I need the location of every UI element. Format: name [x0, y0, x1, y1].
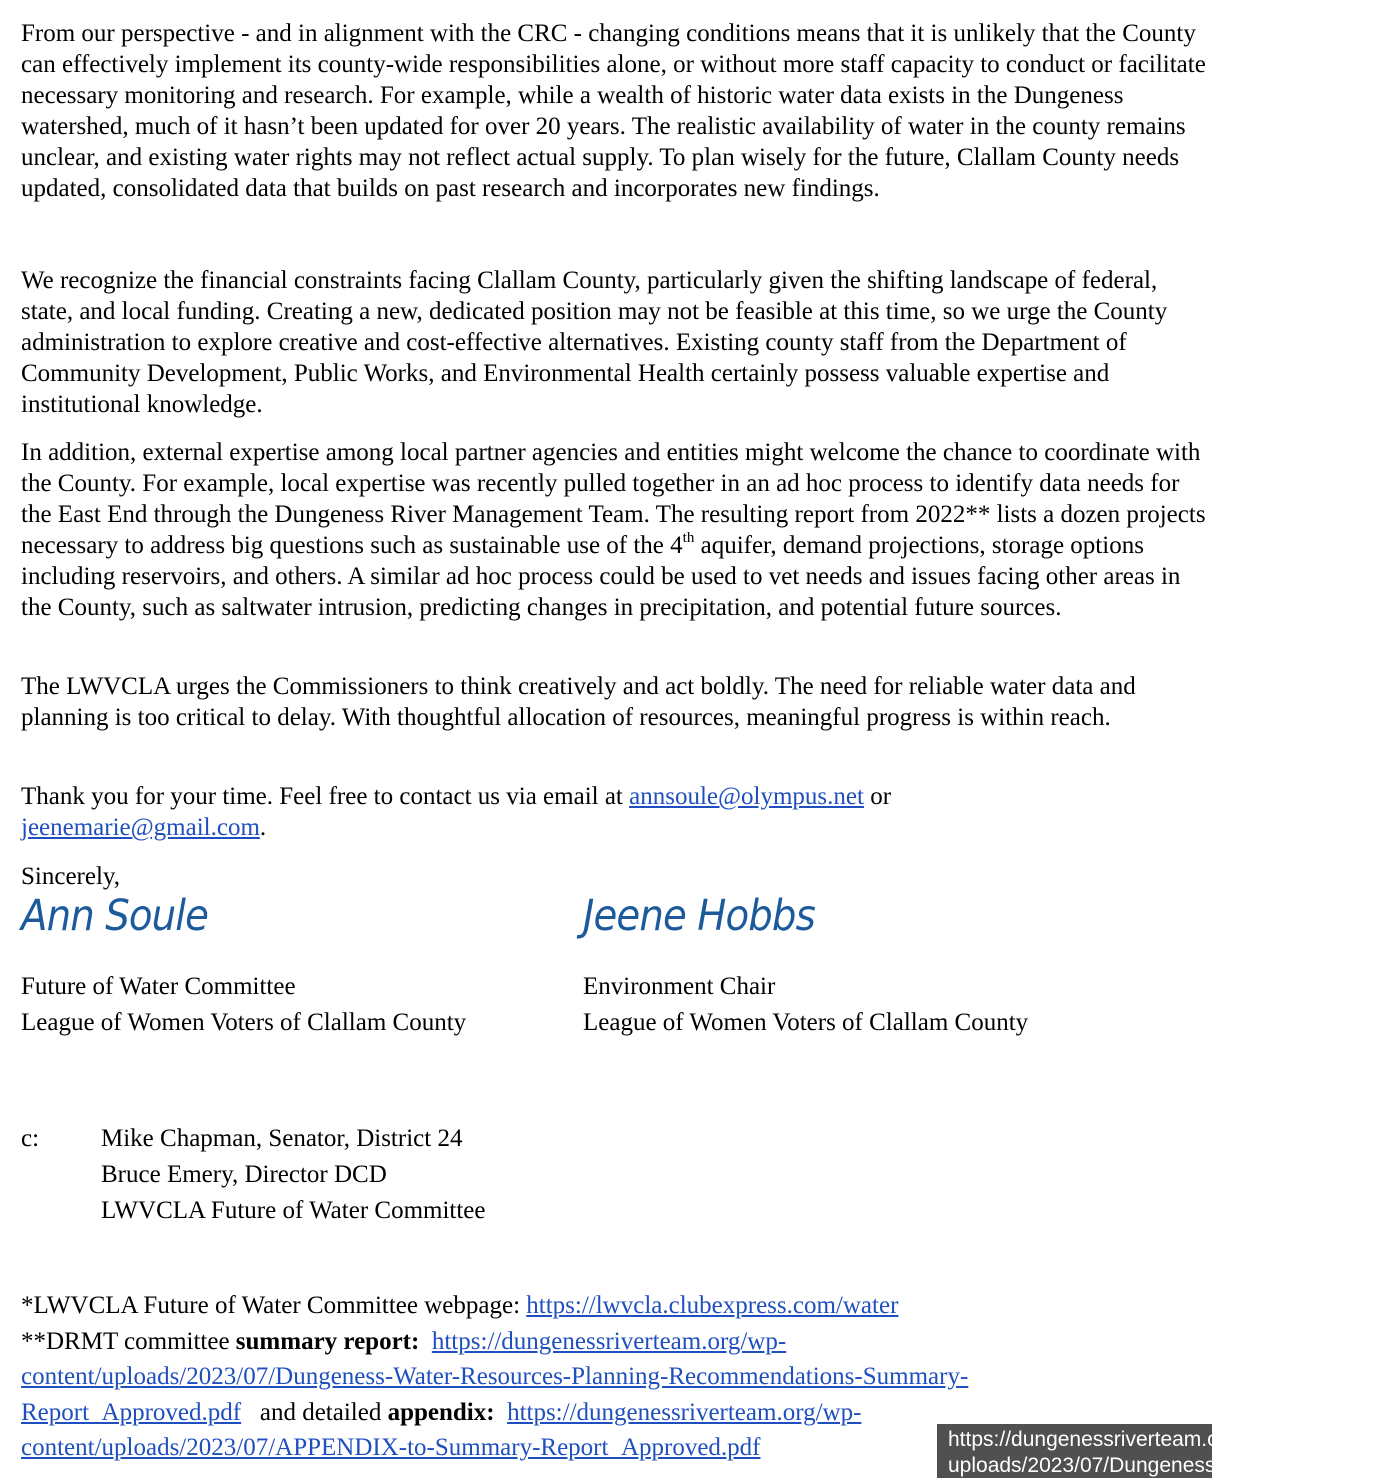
fn2-bold-appendix: appendix: — [387, 1399, 495, 1426]
link-summary-report-2[interactable]: content/uploads/2023/07/Dungeness-Water-Resources-Planning-Recommendations-Summary- — [21, 1363, 969, 1390]
footnote-1 — [21, 1290, 898, 1321]
footnote-2-line1 — [21, 1326, 786, 1357]
p3-text-a: In addition, external expertise among local partner agencies and entities might welcome the chance to coordinate with the County. For example, local expertise was recently pulled together in an ad hoc process to identify data needs for the East End through the Dungeness River Management Team. The resulting report from 2022** lists a dozen projects necessary to address big questions such as sustainable use of the 4 — [21, 439, 1206, 559]
link-appendix-2[interactable]: content/uploads/2023/07/APPENDIX-to-Summary-Report_Approved.pdf — [21, 1434, 761, 1461]
fn2-mid: and detailed — [259, 1399, 388, 1426]
email-link-jeene[interactable]: jeenemarie@gmail.com — [21, 814, 260, 841]
tooltip-line: https://dungenessriverteam.org/wp-content/ — [948, 1428, 1352, 1451]
closing-sincerely: Sincerely, — [21, 863, 121, 890]
signature-ann-soule: Ann Soule — [21, 891, 209, 941]
link-summary-report-3[interactable]: Report_Approved.pdf — [21, 1399, 242, 1426]
link-hover-tooltip — [937, 1424, 1385, 1478]
paragraph-contact — [21, 781, 1206, 843]
contact-or: or — [863, 783, 892, 810]
paragraph-external-expertise — [21, 437, 1206, 623]
signer1-title: Future of Water Committee — [21, 973, 296, 1000]
signer1-org: League of Women Voters of Clallam County — [21, 1009, 467, 1036]
cc-recipient: LWVCLA Future of Water Committee — [101, 1197, 486, 1224]
p3-superscript: th — [682, 530, 695, 546]
cc-recipient: Mike Chapman, Senator, District 24 — [101, 1125, 463, 1152]
footnote-2-line2 — [21, 1361, 968, 1392]
cc-recipient: Bruce Emery, Director DCD — [101, 1161, 387, 1188]
fn2-bold-summary: summary report: — [235, 1328, 420, 1355]
signer2-title: Environment Chair — [583, 973, 776, 1000]
p3-text-b: aquifer, demand projections, storage options including reservoirs, and others. A similar ad hoc process could be used to vet needs and issues facing other areas in the County, such as saltwater intrusion, predicting changes in precipitation, and potential future sources. — [21, 532, 1181, 621]
footnote-2-line4 — [21, 1432, 761, 1463]
fn1-label: *LWVCLA Future of Water Committee webpage: — [21, 1292, 527, 1319]
link-lwvcla-water[interactable]: https://lwvcla.clubexpress.com/water — [526, 1292, 899, 1319]
tooltip-line: uploads/2023/07/Dungeness-Water-Resources — [948, 1454, 1385, 1477]
signer2-org: League of Women Voters of Clallam County — [583, 1009, 1029, 1036]
footnote-2-line3 — [21, 1397, 861, 1428]
contact-intro: Thank you for your time. Feel free to contact us via email at — [21, 783, 630, 810]
link-appendix-1[interactable]: https://dungenessriverteam.org/wp- — [507, 1399, 862, 1426]
paragraph-crc-perspective: From our perspective - and in alignment with the CRC - changing conditions means that it is unlikely that the County can effectively implement its county-wide responsibilities alone, or without more staff capacity to conduct or facilitate necessary monitoring and research. For example, while a wealth of historic water data exists in the Dungeness watershed, much of it hasn’t been updated for over 20 years. The realistic availability of water in the county remains unclear, and existing water rights may not reflect actual supply. To plan wisely for the future, Clallam County needs updated, consolidated data that builds on past research and incorporates new findings. — [21, 20, 1206, 202]
paragraph-financial-constraints: We recognize the financial constraints facing Clallam County, particularly given the shifting landscape of federal, state, and local funding. Creating a new, dedicated position may not be feasible at this time, so we urge the County administration to explore creative and cost-effective alternatives. Existing county staff from the Department of Community Development, Public Works, and Environmental Health certainly possess valuable expertise and institutional knowledge. — [21, 267, 1168, 418]
signature-jeene-hobbs: Jeene Hobbs — [583, 891, 815, 941]
email-link-ann[interactable]: annsoule@olympus.net — [629, 783, 864, 810]
link-summary-report-1[interactable]: https://dungenessriverteam.org/wp- — [431, 1328, 787, 1355]
cc-label: c: — [21, 1125, 40, 1152]
paragraph-urge-commissioners: The LWVCLA urges the Commissioners to think creatively and act boldly. The need for reliable water data and planning is too critical to delay. With thoughtful allocation of resources, meaningful progress is within reach. — [21, 673, 1136, 731]
fn2-label: **DRMT committee — [21, 1328, 236, 1355]
contact-end: . — [259, 814, 267, 841]
